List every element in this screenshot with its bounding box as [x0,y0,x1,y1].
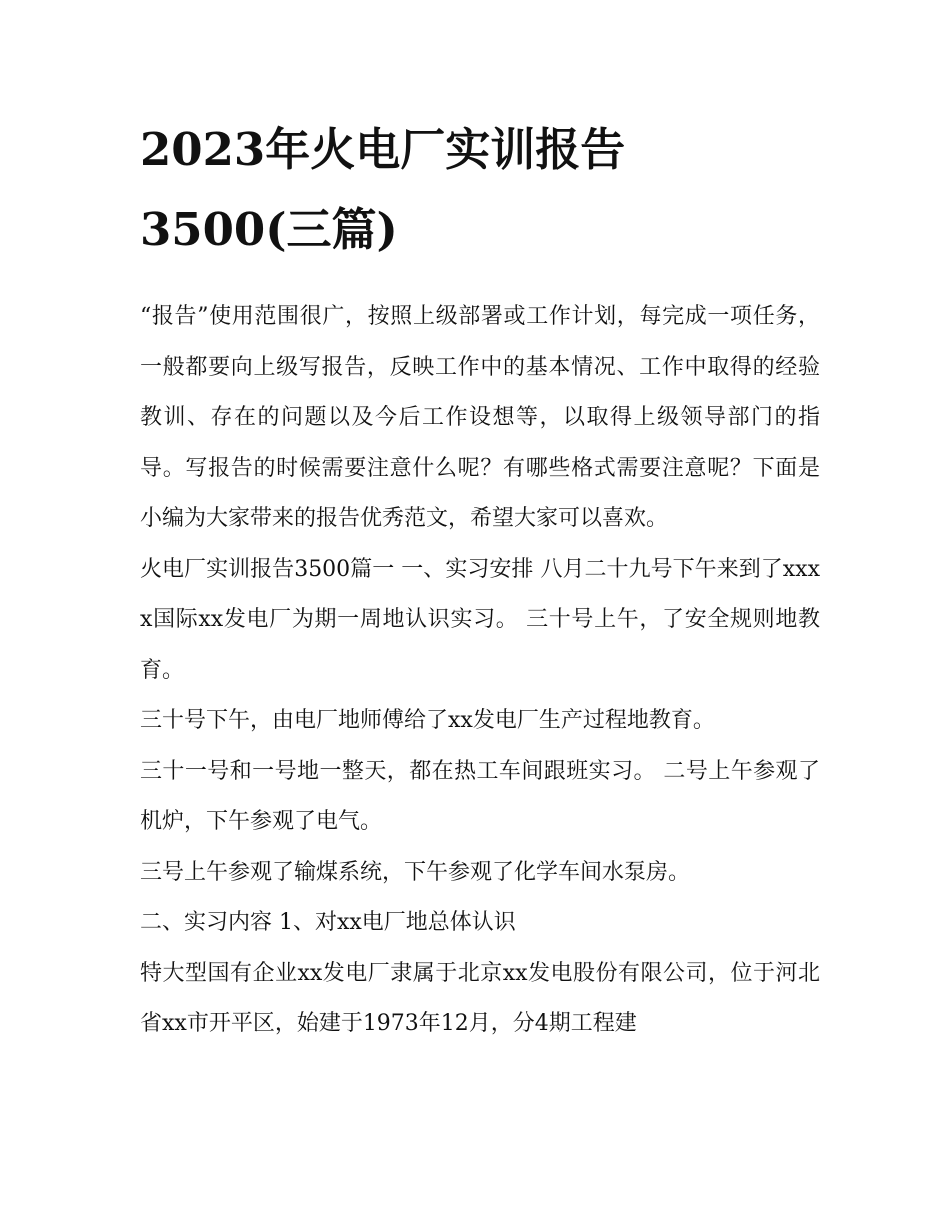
section-heading: 二、实习内容 1、对xx电厂地总体认识 [140,910,516,935]
title-line-2: 3500(三篇) [140,203,398,256]
body-paragraph: 三号上午参观了输煤系统，下午参观了化学车间水泵房。 [140,859,691,885]
document-page [140,110,820,1050]
body-paragraph: 三十号下午，由电厂地师傅给了xx发电厂生产过程地教育。 [140,708,715,733]
document-body [140,292,820,1050]
intro-paragraph: “报告”使用范围很广，按照上级部署或工作计划，每完成一项任务，一般都要向上级写报告，反映工作中的基本情况、工作中取得的经验教训、存在的问题以及今后工作设想等，以取得上级领导部门的指导。写报告的时候需要注意什么呢？有哪些格式需要注意呢？下面是小编为大家带来的报告优秀范文，希望大家可以喜欢。 [140,304,820,531]
document-title [140,110,820,270]
body-paragraph: 特大型国有企业xx发电厂隶属于北京xx发电股份有限公司，位于河北省xx市开平区，始建于1973年12月，分4期工程建 [140,960,820,1036]
title-line-1: 2023年火电厂实训报告 [140,123,626,176]
body-paragraph: 三十一号和一号地一整天，都在热工车间跟班实习。 二号上午参观了机炉，下午参观了电气。 [140,758,820,834]
section-1-paragraph: 火电厂实训报告3500篇一 一、实习安排 八月二十九号下午来到了xxxx国际xx发电厂为期一周地认识实习。 三十号上午，了安全规则地教育。 [140,556,820,683]
